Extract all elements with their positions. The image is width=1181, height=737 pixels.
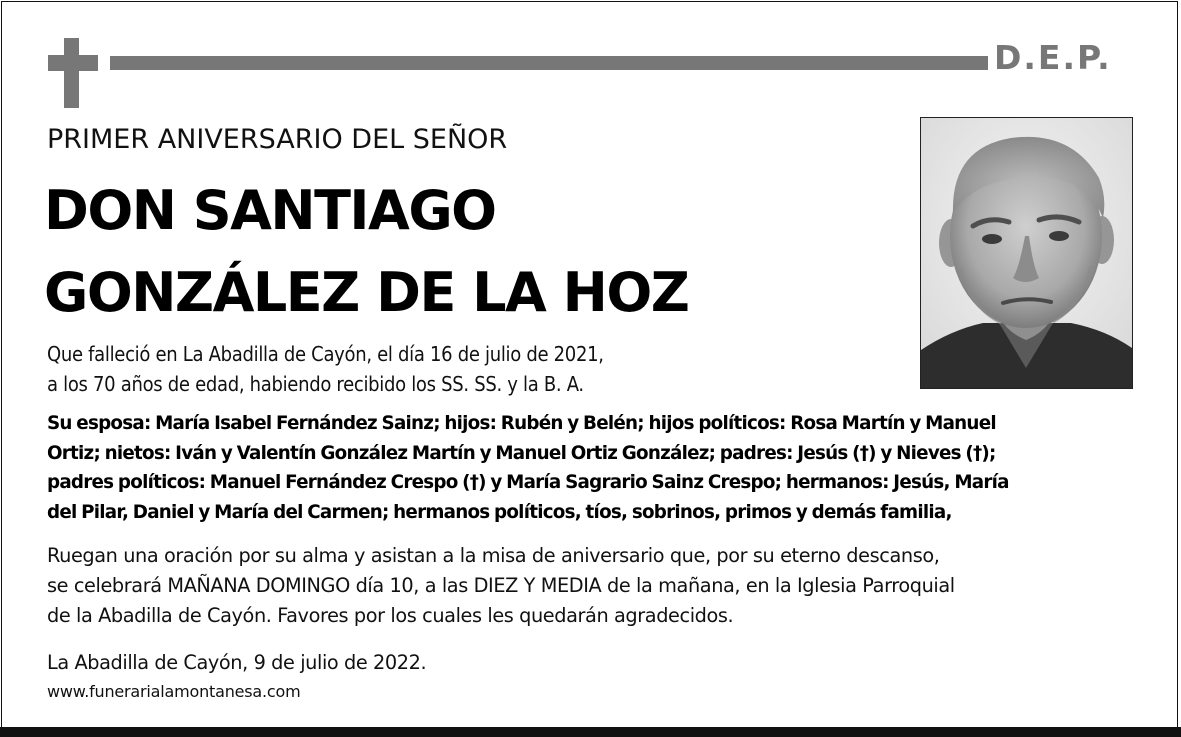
death-notice-line-1: Que falleció en La Abadilla de Cayón, el día 16 de julio de 2021, (47, 342, 604, 366)
deceased-name (44, 170, 894, 334)
family-line: Su esposa: María Isabel Fernández Sainz; hijos: Rubén y Belén; hijos políticos: Rosa Martín y Manuel (47, 413, 996, 434)
mass-invitation-line: Ruegan una oración por su alma y asistan a la misa de aniversario que, por su eterno descanso, (47, 544, 940, 567)
family-line: Ortiz; nietos: Iván y Valentín González Martín y Manuel Ortiz González; padres: Jesús (†) y Nieves (†); (47, 442, 996, 464)
header-rule (110, 56, 988, 70)
place-date: La Abadilla de Cayón, 9 de julio de 2022. (47, 651, 427, 674)
anniversary-heading: PRIMER ANIVERSARIO DEL SEÑOR (47, 124, 508, 155)
family-line: del Pilar, Daniel y María del Carmen; hermanos políticos, tíos, sobrinos, primos y demás familia, (47, 501, 952, 523)
family-list (47, 409, 1142, 527)
cross-icon-arm (48, 55, 98, 71)
cross-icon (64, 38, 79, 108)
portrait-photo (920, 117, 1133, 389)
deceased-name-line-2: GONZÁLEZ DE LA HOZ (44, 261, 689, 324)
death-notice-text (47, 339, 604, 399)
family-line: padres políticos: Manuel Fernández Crespo (†) y María Sagrario Sainz Crespo; hermanos: Jesús, María (47, 472, 1009, 493)
bottom-bar (0, 727, 1181, 737)
dep-label: D.E.P. (994, 38, 1112, 77)
mass-invitation-line: de la Abadilla de Cayón. Favores por los cuales les quedarán agradecidos. (47, 604, 734, 627)
mass-invitation (47, 541, 955, 631)
death-notice-line-2: a los 70 años de edad, habiendo recibido los SS. SS. y la B. A. (47, 372, 584, 396)
mass-invitation-line: se celebrará MAÑANA DOMINGO día 10, a las DIEZ Y MEDIA de la mañana, en la Iglesia Parroquial (47, 574, 955, 597)
deceased-name-line-1: DON SANTIAGO (44, 179, 496, 242)
website-link[interactable]: www.funerarialamontanesa.com (47, 682, 301, 701)
